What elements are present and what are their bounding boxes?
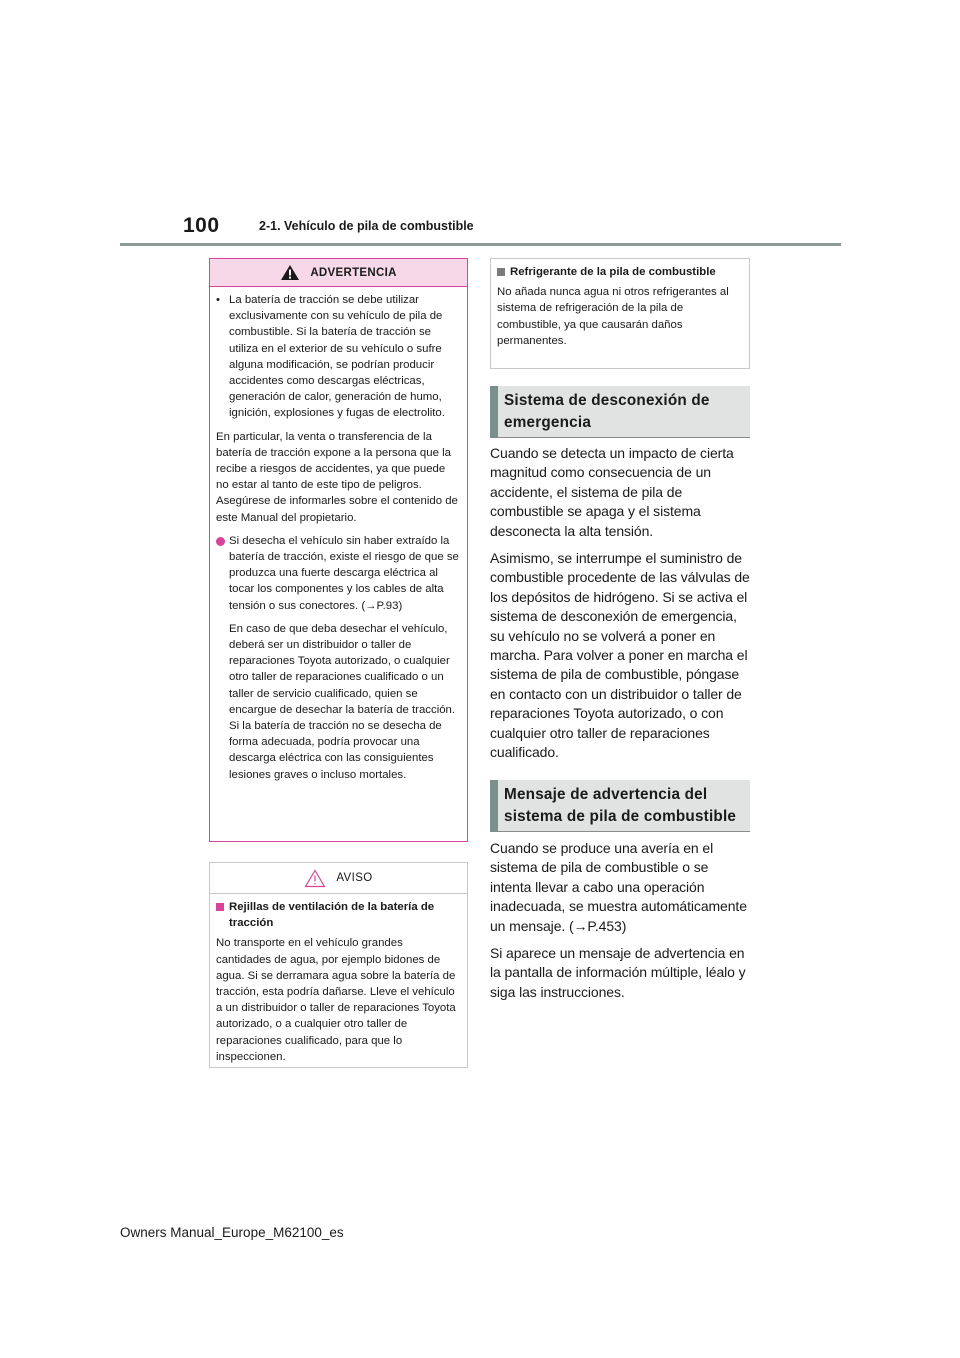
- notice-item-text: No transporte en el vehículo grandes cantidades de agua, por ejemplo bidones de agua. Si se derramara agua sobre la batería de tracción, esta podría dañarse. Lleve el vehículo a un distribuidor o taller de reparaciones Toyota autorizado, o a cualquier otro taller de reparaciones cualificado, para que lo inspeccionen.: [216, 937, 456, 1063]
- warning-bullet-text: La batería de tracción se debe utilizar exclusivamente con su vehículo de pila de combustible. Si la batería de tracción se utiliza en el exterior de su vehículo o sufre alguna modificación, se podrían producir accidentes como descargas eléctricas, generación de calor, generación de humo, ignición, explosiones y fugas de electrolito.: [229, 294, 445, 420]
- notice-box: [209, 862, 468, 1068]
- refrigerant-box: [490, 258, 750, 369]
- notice-item-title: Rejillas de ventilación de la batería de tracción: [229, 901, 435, 930]
- emergency-heading: Sistema de desconexión de emergencia: [490, 386, 750, 438]
- bullet-icon: •: [216, 294, 220, 306]
- square-bullet-icon: [497, 268, 505, 276]
- warning-title: ADVERTENCIA: [310, 266, 397, 279]
- emergency-paragraph-2: Asimismo, se interrumpe el suministro de combustible procedente de las válvulas de los depósitos de hidrógeno. Si se activa el sistema de desconexión de emergencia, su vehículo no se volverá a poner en marcha. Para volver a poner en marcha el sistema de pila de combustible, póngase en contacto con un distribuidor o taller de reparaciones Toyota autorizado, o con cualquier otro taller de reparaciones cualificado.: [490, 550, 750, 761]
- message-heading: Mensaje de advertencia del sistema de pila de combustible: [490, 780, 750, 832]
- message-paragraph-2: Si aparece un mensaje de advertencia en la pantalla de información múltiple, léalo y siga las instrucciones.: [490, 945, 746, 1000]
- header-divider: [120, 243, 841, 246]
- section-title: 2-1. Vehículo de pila de combustible: [259, 219, 474, 233]
- notice-triangle-icon: [304, 869, 326, 888]
- refrigerant-text: No añada nunca agua ni otros refrigerantes al sistema de refrigeración de la pila de combustible, ya que causarán daños permanentes.: [497, 286, 729, 347]
- emergency-paragraph-1: Cuando se detecta un impacto de cierta magnitud como consecuencia de un accidente, el sistema de pila de combustible se apaga y el sistema desconecta la alta tensión.: [490, 445, 734, 539]
- warning-paragraph: En particular, la venta o transferencia de la batería de tracción expone a la persona que la recibe a riesgos de accidentes, ya que puede no estar al tanto de este tipo de peligros. Asegúrese de informarles sobre el contenido de este Manual del propietario.: [216, 430, 458, 524]
- notice-title: AVISO: [336, 872, 373, 884]
- warning-bullet: [216, 292, 460, 429]
- warning-header: [210, 259, 467, 287]
- refrigerant-item: [497, 264, 742, 284]
- emergency-body: [490, 444, 752, 771]
- refrigerant-title: Refrigerante de la pila de combustible: [510, 266, 716, 278]
- square-bullet-icon: [216, 903, 224, 911]
- notice-header: [210, 863, 467, 894]
- notice-item: [216, 899, 460, 935]
- message-paragraph-1: Cuando se produce una avería en el sistema de pila de combustible o se intenta llevar a cabo una operación inadecuada, se muestra automáticamente un mensaje. (→P.453): [490, 840, 747, 934]
- circle-bullet-icon: [216, 537, 225, 546]
- warning-box: [209, 258, 468, 842]
- warning-dot-text-1: Si desecha el vehículo sin haber extraído la batería de tracción, existe el riesgo de que se produzca una fuerte descarga eléctrica al tocar los componentes y los cables de alta tensión o sus conectores. (→P.93): [229, 534, 459, 612]
- message-body: [490, 839, 752, 1010]
- warning-dot-item: [216, 533, 460, 790]
- footer-text: Owners Manual_Europe_M62100_es: [120, 1225, 344, 1240]
- warning-dot-text-2: En caso de que deba desechar el vehículo, deberá ser un distribuidor o taller de reparaciones Toyota autorizado, o cualquier otro taller de reparaciones cualificado o un taller de servicio cualificado, quien se encargue de desechar la batería de tracción. Si la batería de tracción no se desecha de forma adecuada, podría provocar una descarga eléctrica con las consiguientes lesiones graves o incluso mortales.: [229, 622, 456, 781]
- page-number: 100: [183, 214, 220, 237]
- warning-triangle-icon: [280, 264, 300, 281]
